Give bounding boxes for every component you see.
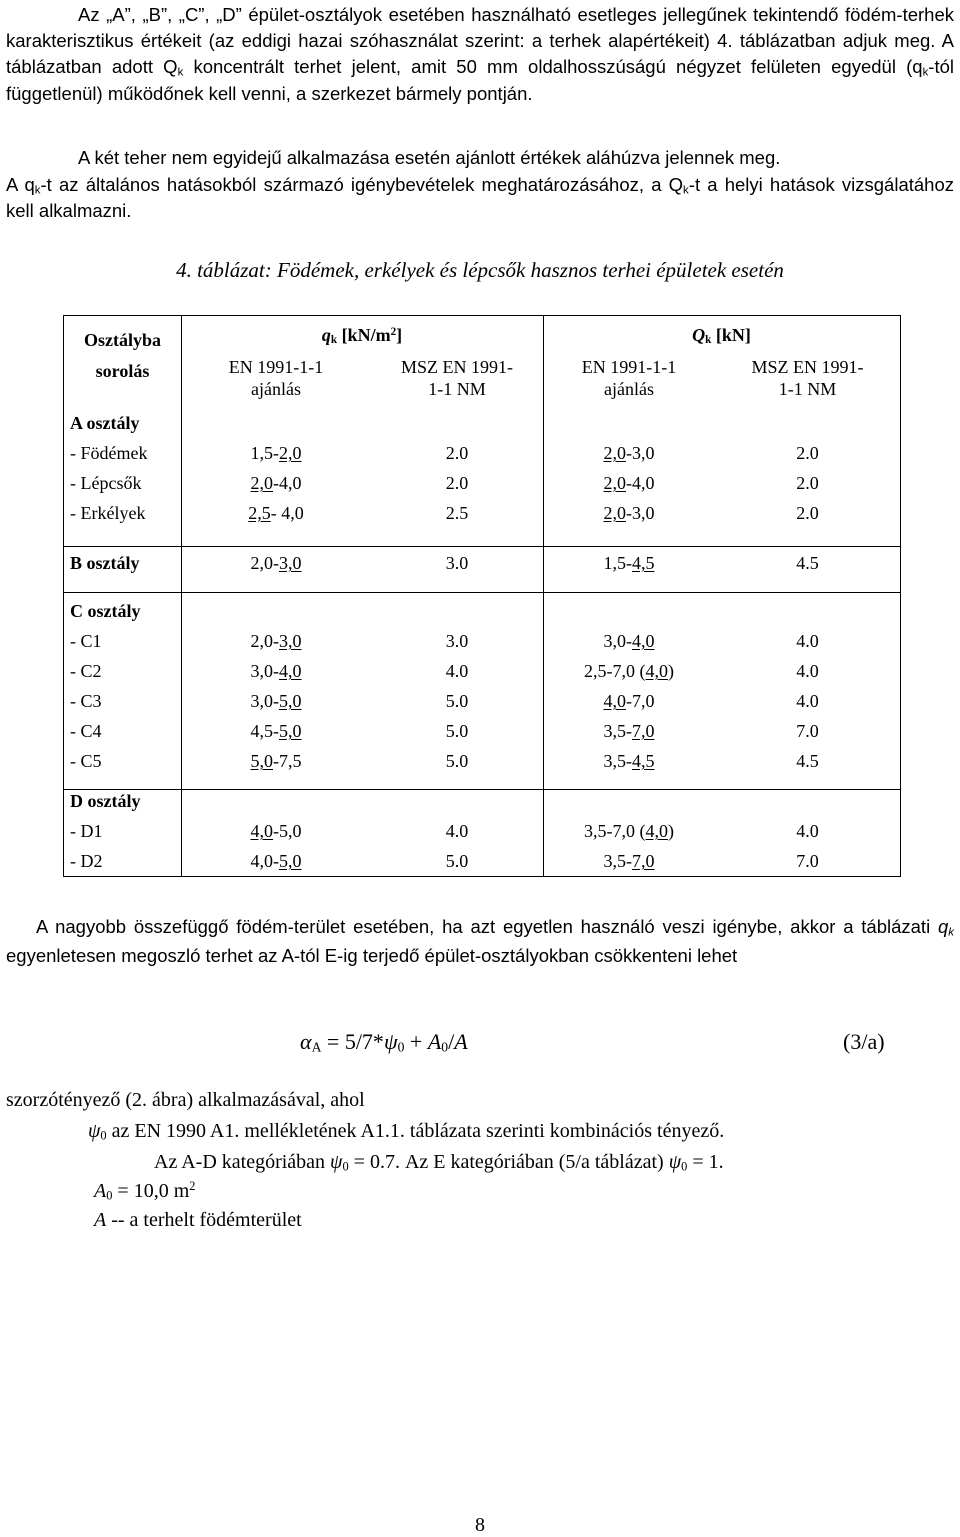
table-cell-c4: 4.0 <box>796 691 819 711</box>
table-cell-c1 <box>181 820 371 842</box>
formula-number: (3/a) <box>843 1029 885 1054</box>
header-class: Osztályba sorolás <box>83 330 161 381</box>
value-part: 1,5- <box>603 553 632 573</box>
table-cell-c4: 7.0 <box>796 721 819 741</box>
value-part: 3,5- <box>603 721 632 741</box>
header-Qk: $Q_k$ [kN] <box>692 325 751 347</box>
page-number: 8 <box>475 1514 485 1536</box>
underlined-value: 7,0 <box>632 721 655 741</box>
def-categories: Az A-D kategóriában $\psi_0 = 0.7$. Az E kategóriában (5/a táblázat) $\psi_0 = 1$. <box>154 1151 724 1174</box>
table-cell-c4: 2.0 <box>796 503 819 523</box>
row-label: - C5 <box>70 751 102 771</box>
table-cell-c3 <box>543 850 715 872</box>
underline-note: A két teher nem egyidejű alkalmazása esetén ajánlott értékek aláhúzva jelennek meg. <box>78 147 781 168</box>
table-cell-c3 <box>543 442 715 464</box>
table-cell-c2: 3.0 <box>445 631 469 651</box>
row-label: - C4 <box>70 721 102 741</box>
value-part: ) <box>668 821 674 841</box>
value-part: 3,0- <box>250 661 279 681</box>
table-cell-c3 <box>543 820 715 842</box>
def-psi0: $\psi_0$ az EN 1990 A1. mellékletének A1.1. táblázata szerinti kombinációs tényező. <box>88 1120 725 1143</box>
underlined-value: 4,0 <box>632 631 655 651</box>
underlined-value: 4,0 <box>279 661 302 681</box>
underlined-value: 4,0 <box>603 691 626 711</box>
value-part: -3,0 <box>626 443 655 463</box>
underlined-value: 2,0 <box>603 503 626 523</box>
row-label: - Lépcsők <box>70 473 142 493</box>
underlined-value: 3,0 <box>279 553 302 573</box>
table-cell-c4: 2.0 <box>796 473 819 493</box>
table-cell-c1 <box>181 750 371 772</box>
value-part: 3,0- <box>250 691 279 711</box>
value-part: 2,0- <box>250 553 279 573</box>
underlined-value: 4,0 <box>645 821 668 841</box>
value-part: 3,5-7,0 ( <box>584 821 646 841</box>
underlined-value: 2,5 <box>248 503 271 523</box>
row-label: - C3 <box>70 691 102 711</box>
value-part: 3,5- <box>603 751 632 771</box>
header-msz-Qk: MSZ EN 1991- 1-1 NM <box>751 357 864 399</box>
value-part: -4,0 <box>273 473 302 493</box>
table-cell-c2: 4.0 <box>445 821 469 841</box>
value-part: 3,0- <box>603 631 632 651</box>
header-en-qk: EN 1991-1-1 ajánlás <box>228 357 324 399</box>
definitions-intro: szorzótényező (2. ábra) alkalmazásával, ahol <box>6 1089 365 1111</box>
value-part: 2,0- <box>250 631 279 651</box>
table-cell-c2: 5.0 <box>445 721 469 741</box>
header-msz-qk: MSZ EN 1991- 1-1 NM <box>401 357 513 399</box>
underlined-value: 2,0 <box>603 443 626 463</box>
underlined-value: 2,0 <box>250 473 273 493</box>
table-cell-c1 <box>181 442 371 464</box>
row-label: B osztály <box>70 553 140 573</box>
table-cell-c3 <box>543 502 715 524</box>
value-part: 1,5- <box>250 443 279 463</box>
table-cell-c3 <box>543 552 715 574</box>
table-cell-c1 <box>181 630 371 652</box>
value-part: 4,5- <box>250 721 279 741</box>
usage-paragraph: A $q_k-t$ az általános hatásokból származó igénybevételek meghatározásához, a $Q_k-t$ a helyi hatások vizsgálatához kell alkalmazni. <box>6 174 954 222</box>
value-part: ) <box>668 661 674 681</box>
intro-paragraph: Az „A”, „B”, „C”, „D” épület-osztályok esetében használható esetleges jellegűnek tekintendő födém-terhek karakterisztikus értékeit (az eddigi hazai szóhasználat szerint: a terhek alapértékeit) 4. táblázatban adjuk meg. A táblázatban adott $Q_k$ koncentrált terhet jelent, amit 50 mm oldalhosszúságú négyzet felületen egyedül ($q_k$-tól függetlenül) működőnek kell venni, a szerkezet bármely pontján. <box>6 4 954 104</box>
row-label: C osztály <box>70 601 141 621</box>
table-cell-c2: 2.0 <box>445 473 469 493</box>
value-part: -7,0 <box>626 691 655 711</box>
table-cell-c2: 5.0 <box>445 691 469 711</box>
table-cell-c2: 5.0 <box>445 851 469 871</box>
header-qk: $q_k$ $[kN/m^2]$ <box>321 325 403 347</box>
value-part: 2,5-7,0 ( <box>584 661 646 681</box>
table-cell-c3 <box>543 660 715 682</box>
underlined-value: 5,0 <box>279 721 302 741</box>
table-caption: 4. táblázat: Födémek, erkélyek és lépcsők hasznos terhei épületek esetén <box>176 258 784 282</box>
table-cell-c3 <box>543 630 715 652</box>
underlined-value: 4,0 <box>645 661 668 681</box>
value-part: - 4,0 <box>270 503 304 523</box>
underlined-value: 4,0 <box>250 821 273 841</box>
underlined-value: 5,0 <box>279 851 302 871</box>
value-part: -7,5 <box>273 751 302 771</box>
table-cell-c1 <box>181 472 371 494</box>
table-cell-c1 <box>181 850 371 872</box>
underlined-value: 2,0 <box>603 473 626 493</box>
table-cell-c3 <box>543 472 715 494</box>
underlined-value: 5,0 <box>279 691 302 711</box>
header-en-Qk: EN 1991-1-1 ajánlás <box>581 357 677 399</box>
value-part: -5,0 <box>273 821 302 841</box>
row-label: - C2 <box>70 661 102 681</box>
def-A0: $A_0 = 10,0$ $m^2$ <box>94 1179 196 1203</box>
table-cell-c1 <box>181 552 371 574</box>
row-label: - D1 <box>70 821 103 841</box>
underlined-value: 4,5 <box>632 751 655 771</box>
value-part: 3,5- <box>603 851 632 871</box>
value-part: 4,0- <box>250 851 279 871</box>
underlined-value: 5,0 <box>250 751 273 771</box>
underlined-value: 3,0 <box>279 631 302 651</box>
table-cell-c4: 4.5 <box>796 751 819 771</box>
row-label: D osztály <box>70 791 141 811</box>
table-cell-c2: 5.0 <box>445 751 469 771</box>
table-cell-c4: 2.0 <box>796 443 819 463</box>
underlined-value: 2,0 <box>279 443 302 463</box>
table-cell-c2: 3.0 <box>445 553 469 573</box>
value-part: -3,0 <box>626 503 655 523</box>
value-part: -4,0 <box>626 473 655 493</box>
table-cell-c4: 4.5 <box>796 553 819 573</box>
reduction-paragraph: A nagyobb összefüggő födém-terület esetében, ha azt egyetlen használó veszi igénybe, akkor a táblázati $q_k$ egyenletesen megoszló terhet az A-tól E-ig terjedő épület-osztályokban csökkenteni lehet <box>6 916 954 966</box>
table-cell-c3 <box>543 750 715 772</box>
underlined-value: 4,5 <box>632 553 655 573</box>
table-cell-c4: 7.0 <box>796 851 819 871</box>
row-label: - Erkélyek <box>70 503 146 523</box>
row-label: - Födémek <box>70 443 148 463</box>
row-label: A osztály <box>70 413 140 433</box>
table-cell-c4: 4.0 <box>796 661 819 681</box>
table-cell-c3 <box>543 690 715 712</box>
table-cell-c1 <box>181 720 371 742</box>
load-table <box>63 315 901 877</box>
table-cell-c4: 4.0 <box>796 821 819 841</box>
formula-3a: $\alpha_A = 5/7*\psi_0 + A_0/A$ <box>300 1029 468 1055</box>
def-A: A -- a terhelt födémterület <box>94 1209 302 1231</box>
row-label: - C1 <box>70 631 102 651</box>
table-cell-c4: 4.0 <box>796 631 819 651</box>
table-cell-c3 <box>543 720 715 742</box>
table-cell-c1 <box>181 660 371 682</box>
table-cell-c2: 2.5 <box>445 503 469 523</box>
row-label: - D2 <box>70 851 103 871</box>
table-cell-c1 <box>181 502 371 524</box>
table-cell-c1 <box>181 690 371 712</box>
table-cell-c2: 2.0 <box>445 443 469 463</box>
table-cell-c2: 4.0 <box>445 661 469 681</box>
underlined-value: 7,0 <box>632 851 655 871</box>
